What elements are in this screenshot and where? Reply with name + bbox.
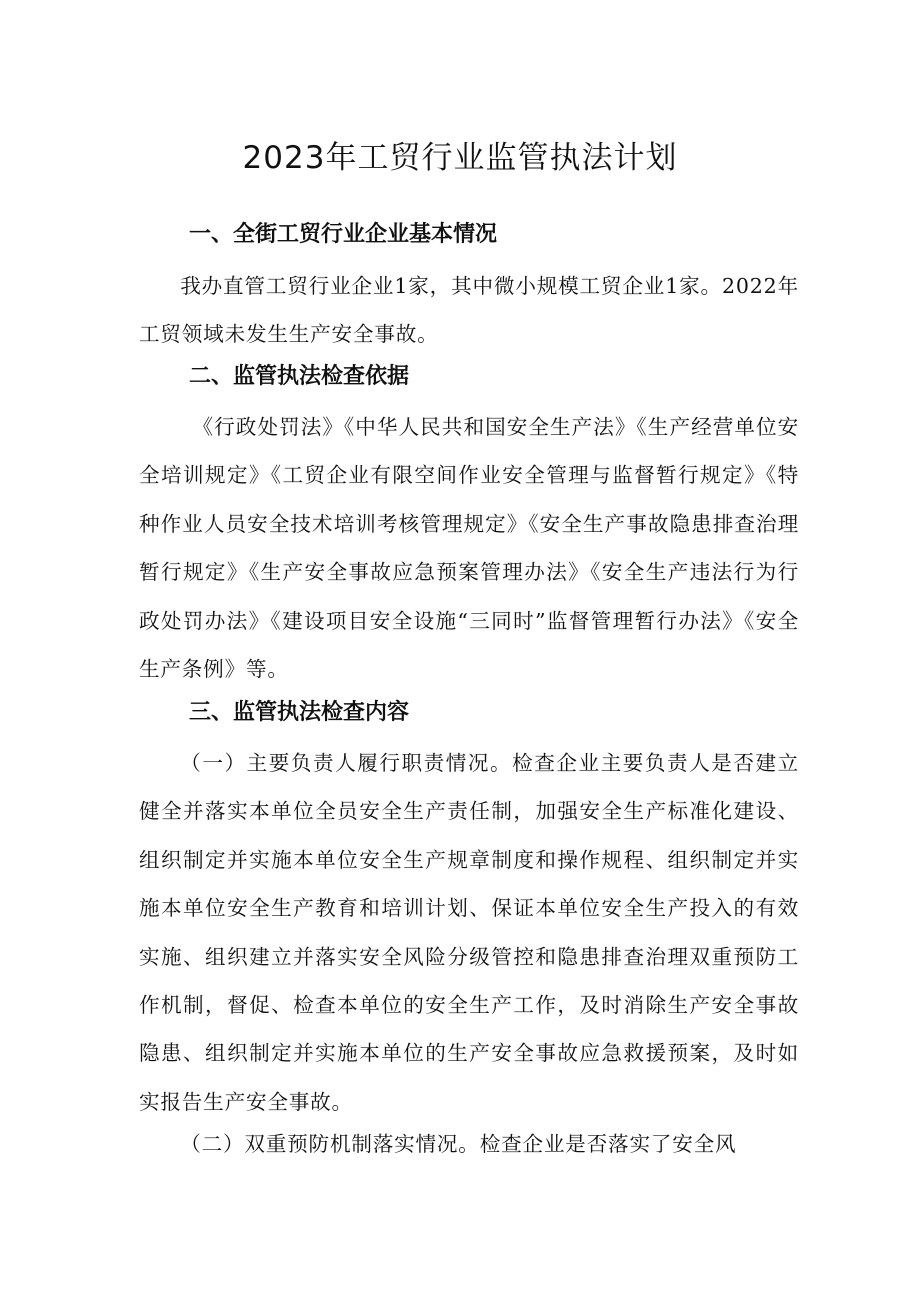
paragraph-dual-prevention: （二）双重预防机制落实情况。检查企业是否落实了安全风 bbox=[180, 1132, 737, 1156]
section-heading-basic-info: 一、全街工贸行业企业基本情况 bbox=[189, 222, 498, 247]
section-heading-inspection-basis: 二、监管执法检查依据 bbox=[189, 364, 410, 389]
paragraph-basic-info: 我办直管工贸行业企业1家，其中微小规模工贸企业1家。2022年工贸领域未发生生产安全事故。 bbox=[139, 274, 799, 347]
section-heading-inspection-content: 三、监管执法检查内容 bbox=[189, 700, 410, 725]
document-title: 2023年工贸行业监管执法计划 bbox=[242, 140, 678, 176]
paragraph-principal-duties: （一）主要负责人履行职责情况。检查企业主要负责人是否建立健全并落实本单位全员安全生产责任制，加强安全生产标准化建设、组织制定并实施本单位安全生产规章制度和操作规程、组织制定并实施本单位安全生产教育和培训计划、保证本单位安全生产投入的有效实施、组织建立并落实安全风险分级管控和隐患排查治理双重预防工作机制，督促、检查本单位的安全生产工作，及时消除生产安全事故隐患、组织制定并实施本单位的生产安全事故应急救援预案，及时如实报告生产安全事故。 bbox=[139, 751, 799, 1114]
paragraph-inspection-basis: 《行政处罚法》《中华人民共和国安全生产法》《生产经营单位安全培训规定》《工贸企业有限空间作业安全管理与监督暂行规定》《特种作业人员安全技术培训考核管理规定》《安全生产事故隐患排查治理暂行规定》《生产安全事故应急预案管理办法》《安全生产违法行为行政处罚办法》《建设项目安全设施“三同时”监督管理暂行办法》《安全生产条例》等。 bbox=[139, 415, 799, 682]
